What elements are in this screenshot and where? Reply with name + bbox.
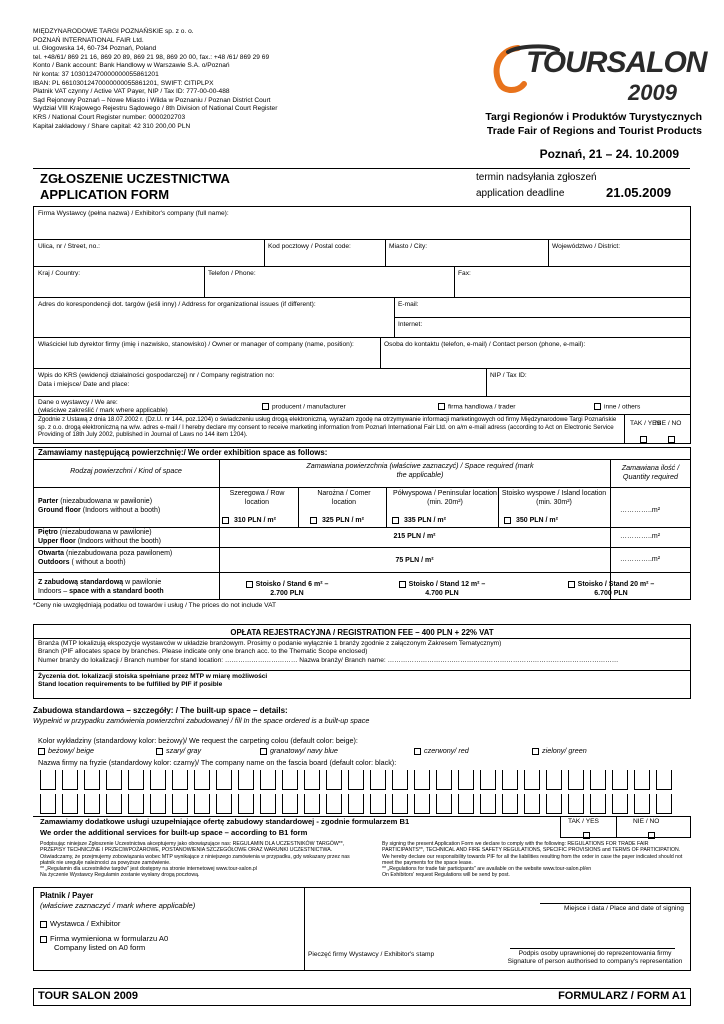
province-field[interactable]: Województwo / District: xyxy=(552,243,621,250)
stand-12-label: Stoisko / Stand 12 m² – xyxy=(408,581,486,588)
fascia-letter-box[interactable] xyxy=(370,770,386,790)
branch-line-2: Branch (PIF allocates space by branches. Please indicate only one branch acc. to the Thematic Scope enclosed) xyxy=(38,648,368,655)
col-qty: Zamawiana ilość / Quantity required xyxy=(621,463,680,481)
fascia-letter-box[interactable] xyxy=(392,794,408,814)
payer-company-a0[interactable] xyxy=(40,934,168,952)
fascia-letter-box[interactable] xyxy=(238,794,254,814)
additional-line-2: We order the additional services for built-up space – according to B1 form xyxy=(40,828,308,837)
signature-label xyxy=(500,950,690,966)
nip-field[interactable]: NIP / Tax ID: xyxy=(490,372,527,379)
otwarta-pl2: (niezabudowana poza pawilonem) xyxy=(66,550,173,557)
row-pietro xyxy=(38,528,216,546)
carpet-navy[interactable] xyxy=(260,746,338,755)
company-line: Płatnik VAT czynny / Active VAT Payer, NIP / Tax ID: 777-00-00-488 xyxy=(33,88,230,96)
carpet-green-label: zielony/ green xyxy=(542,746,587,755)
additional-line-1: Zamawiamy dodatkowe usługi uzupełniające ofertę zabudowy standardowej - zgodnie formularzem B1 xyxy=(40,817,410,826)
price-350-label: 350 PLN / m² xyxy=(515,517,558,524)
fascia-letter-box[interactable] xyxy=(282,770,298,790)
other-option[interactable] xyxy=(594,403,640,411)
legal-pl xyxy=(40,841,350,879)
toursalon-logo xyxy=(488,40,707,110)
company-line: Nr konta: 37 103012470000000055861201 xyxy=(33,70,159,78)
stand-20-label: Stoisko / Stand 20 m² – xyxy=(577,581,655,588)
fascia-letter-box[interactable] xyxy=(62,794,78,814)
island-location-label: Stoisko wyspowe / Island location (min. 30m²) xyxy=(501,490,607,506)
fascia-letter-box[interactable] xyxy=(546,794,562,814)
fascia-letter-box[interactable] xyxy=(590,770,606,790)
price-325[interactable] xyxy=(310,516,364,525)
price-325-label: 325 PLN / m² xyxy=(321,517,364,524)
trader-option[interactable] xyxy=(438,403,515,411)
form-title-pl: ZGŁOSZENIE UCZESTNICTWA xyxy=(40,171,230,186)
fascia-letter-box[interactable] xyxy=(568,770,584,790)
fascia-letter-box[interactable] xyxy=(40,770,56,790)
payer-sub: (właściwe zaznaczyć / mark where applicable) xyxy=(40,901,196,910)
fascia-letter-box[interactable] xyxy=(194,794,210,814)
otwarta-en2: ( without a booth) xyxy=(71,559,126,566)
fascia-letter-box[interactable] xyxy=(128,794,144,814)
fascia-letter-box[interactable] xyxy=(128,770,144,790)
pietro-en: Upper floor xyxy=(38,538,76,545)
legal-pl-text: Podpisując niniejsze Zgłoszenie Uczestnictwa akceptujemy jako obowiązujące nas: REGULAMIN DLA UCZESTNIKÓW TARGÓW**, PRZEPISY TECHNICZNE I PRZECIWPOŻAROWE, POSTANOWIENIA SZCZEGÓŁOWE ORAZ WARUNKI UCZESTNICTWA. Oświadczamy, że przejmujemy zobowiązania wobec MTP wynikające z niniejszego zamówienia w przypadku, gdy wskazany przez nas płatnik nie uregulje należności za powyższe zamówienie. xyxy=(40,841,350,866)
fascia-letter-box[interactable] xyxy=(524,770,540,790)
fascia-letter-box[interactable] xyxy=(502,794,518,814)
company-line: Konto / Bank account: Bank Handlowy w Warszawie S.A. o/Poznań xyxy=(33,62,230,70)
logo-year: 2009 xyxy=(628,80,677,105)
carpet-beige-label: beżowy/ beige xyxy=(48,746,94,755)
logo-word: TOURSALON xyxy=(526,46,707,79)
payer-exhibitor[interactable] xyxy=(40,919,120,928)
payer-company-a0-en: Company listed on A0 form xyxy=(54,943,146,952)
stand-6-label: Stoisko / Stand 6 m² – xyxy=(255,581,329,588)
we-are-label: Dane o wystawcy / We are: xyxy=(38,399,118,406)
fascia-letter-box[interactable] xyxy=(260,794,276,814)
fascia-letter-box[interactable] xyxy=(568,794,584,814)
fascia-letter-box[interactable] xyxy=(84,770,100,790)
stand-6[interactable] xyxy=(222,580,352,598)
qty-otwarta[interactable]: …………..m² xyxy=(620,556,661,563)
fascia-letter-box[interactable] xyxy=(304,770,320,790)
fascia-letter-box[interactable] xyxy=(502,770,518,790)
parter-pl: Parter xyxy=(38,498,59,505)
fascia-letter-box[interactable] xyxy=(656,770,672,790)
fair-name-pl: Targi Regionów i Produktów Turystycznych xyxy=(485,111,702,123)
fascia-row[interactable] xyxy=(40,770,690,790)
zab-pl: Z zabudową standardową xyxy=(38,579,124,586)
internet-field[interactable]: Internet: xyxy=(398,321,423,328)
stamp-label: Pieczęć firmy Wystawcy / Exhibitor's stamp xyxy=(308,951,435,958)
fascia-letter-box[interactable] xyxy=(480,770,496,790)
deadline-pl: termin nadsyłania zgłoszeń xyxy=(476,172,597,183)
signature-pl: Podpis osoby uprawnionej do reprezentowania firmy xyxy=(518,950,672,957)
country-field[interactable]: Kraj / Country: xyxy=(38,270,81,277)
postal-field[interactable]: Kod pocztowy / Postal code: xyxy=(268,243,351,250)
stand-12[interactable] xyxy=(372,580,512,598)
company-line: Kapitał zakładowy / Share capital: 42 310 200,00 PLN xyxy=(33,122,191,130)
payer-title: Płatnik / Payer xyxy=(40,891,94,900)
otwarta-en: Outdoors xyxy=(38,559,70,566)
carpet-gray[interactable] xyxy=(156,746,201,755)
producer-label: producent / manufacturer xyxy=(272,403,346,411)
fascia-letter-box[interactable] xyxy=(260,770,276,790)
place-date-label: Miejsce i data / Place and date of signing xyxy=(564,905,684,912)
price-335-label: 335 PLN / m² xyxy=(403,517,446,524)
fascia-letter-box[interactable] xyxy=(436,794,452,814)
price-310[interactable] xyxy=(222,516,276,525)
consent-no-label: NIE / NO xyxy=(655,420,682,427)
fascia-letter-box[interactable] xyxy=(216,770,232,790)
location-req-1: Życzenia dot. lokalizacji stoiska spełniane przez MTP w miarę możliwości xyxy=(38,673,268,680)
fascia-letter-box[interactable] xyxy=(150,770,166,790)
stand-20[interactable] xyxy=(536,580,686,598)
zab-en2: space with a standard booth xyxy=(69,588,164,595)
fascia-letter-box[interactable] xyxy=(612,770,628,790)
price-310-label: 310 PLN / m² xyxy=(233,517,276,524)
fax-field[interactable]: Fax: xyxy=(458,270,471,277)
stand-12-price: 4.700 PLN xyxy=(425,590,459,597)
additional-no-label: NIE / NO xyxy=(633,818,660,825)
carpet-red[interactable] xyxy=(414,746,469,755)
col-kind: Rodzaj powierzchni / Kind of space xyxy=(70,466,182,475)
producer-checkbox[interactable] xyxy=(262,403,269,410)
fascia-letter-box[interactable] xyxy=(216,794,232,814)
stand-6-price: 2.700 PLN xyxy=(270,590,304,597)
additional-yes-label: TAK / YES xyxy=(568,818,599,825)
fascia-letter-box[interactable] xyxy=(304,794,320,814)
col-required: Zamawiana powierzchnia (właściwe zaznaczyć) / Space required (mark the applicable) xyxy=(306,461,534,479)
qty-parter[interactable]: …………..m² xyxy=(620,507,661,514)
company-line: KRS / National Court Register number: 0000202703 xyxy=(33,113,186,121)
parter-en2: (Indoors without a booth) xyxy=(82,507,161,514)
footer-right: FORMULARZ / FORM A1 xyxy=(558,990,686,1002)
branch-number-field[interactable]: Numer branży do lokalizacji / Branch number for stand location: …………………………… Nazwa branży/ Branch name: …………………………………………………………………………………………… xyxy=(38,657,619,664)
fascia-letter-box[interactable] xyxy=(656,794,672,814)
carpet-gray-label: szary/ gray xyxy=(166,746,202,755)
fascia-letter-box[interactable] xyxy=(326,770,342,790)
form-title-en: APPLICATION FORM xyxy=(40,187,170,202)
fascia-row[interactable] xyxy=(40,794,690,814)
phone-field[interactable]: Telefon / Phone: xyxy=(208,270,256,277)
trader-checkbox[interactable] xyxy=(438,403,445,410)
fascia-letter-box[interactable] xyxy=(414,770,430,790)
city-field[interactable]: Miasto / City: xyxy=(389,243,428,250)
payer-exhibitor-label: Wystawca / Exhibitor xyxy=(50,919,121,928)
owner-field[interactable]: Właściciel lub dyrektor firmy (imię i nazwisko, stanowisko) / Owner or manager of company (name, position): xyxy=(38,341,354,348)
branch-line-1: Branża (MTP lokalizują ekspozycje wystawców w układzie branżowym. Prosimy o podanie wyłącznie 1 branży zgodnie z załączonym Zakresem Tematycznym) xyxy=(38,640,502,647)
fee-title: OPŁATA REJESTRACYJNA / REGISTRATION FEE – 400 PLN + 22% VAT xyxy=(230,628,494,637)
parter-en: Ground floor xyxy=(38,507,81,514)
fascia-letter-box[interactable] xyxy=(458,770,474,790)
fascia-letter-box[interactable] xyxy=(546,770,562,790)
stand-20-price: 6.700 PLN xyxy=(594,590,628,597)
fascia-letter-box[interactable] xyxy=(172,770,188,790)
company-info xyxy=(33,28,363,131)
fascia-letter-box[interactable] xyxy=(458,794,474,814)
fascia-letter-box[interactable] xyxy=(634,794,650,814)
footer-left: TOUR SALON 2009 xyxy=(38,990,139,1002)
peninsular-location-label: Półwyspowa / Peninsular location (min. 20m²) xyxy=(393,490,497,506)
carpet-navy-label: granatowy/ navy blue xyxy=(270,746,338,755)
legal-en-note: ** „Regulations for trade fair participants" are available on the website www.tour-salon.pl/en xyxy=(382,866,592,873)
contact-person-field[interactable]: Osoba do kontaktu (telefon, e-mail) / Contact person (phone, e-mail): xyxy=(384,341,586,348)
email-field[interactable]: E-mail: xyxy=(398,301,419,308)
fascia-letter-box[interactable] xyxy=(348,794,364,814)
payer-company-a0-label: Firma wymieniona w formularzu A0 xyxy=(50,934,169,943)
fair-dates: Poznań, 21 – 24. 10.2009 xyxy=(539,147,679,161)
fascia-letter-box[interactable] xyxy=(414,794,430,814)
other-label: inne / others xyxy=(604,403,641,411)
location-req-2: Stand location requirements to be fulfilled by PIF if posible xyxy=(38,681,223,688)
row-otwarta xyxy=(38,549,216,567)
producer-option[interactable] xyxy=(262,403,346,411)
vat-note: *Ceny nie uwzględniają podatku od towarów i usług / The prices do not include VAT xyxy=(33,602,277,609)
fair-name-en: Trade Fair of Regions and Tourist Products xyxy=(486,125,702,137)
krs-field[interactable]: Wpis do KRS (ewidencji działalności gospodarczej) nr / Company registration no: xyxy=(38,372,275,379)
row-parter xyxy=(38,497,216,515)
fascia-letter-box[interactable] xyxy=(282,794,298,814)
price-350[interactable] xyxy=(504,516,558,525)
company-line: Wydział VIII Krajowego Rejestru Sądowego / 8th Division of National Court Register xyxy=(33,105,278,113)
trader-label: firma handlowa / trader xyxy=(448,403,516,411)
fascia-letter-box[interactable] xyxy=(194,770,210,790)
zab-en1: Indoors – xyxy=(38,588,68,595)
fascia-letter-box[interactable] xyxy=(172,794,188,814)
fascia-letter-box[interactable] xyxy=(106,770,122,790)
fascia-label: Nazwa firmy na fryzie (standardowy kolor: czarny)/ The company name on the fascia board (default color: black): xyxy=(38,758,397,767)
fascia-letter-box[interactable] xyxy=(370,794,386,814)
carpet-red-label: czerwony/ red xyxy=(424,746,469,755)
corner-location-label: Narożna / Comer location xyxy=(317,490,371,506)
fascia-letter-box[interactable] xyxy=(392,770,408,790)
correspondence-address-field[interactable]: Adres do korespondencji dot. targów (jeśli inny) / Address for organizational issues (if different): xyxy=(38,301,316,308)
company-line: MIĘDZYNARODOWE TARGI POZNAŃSKIE sp. z o. o. xyxy=(33,28,194,35)
fascia-letter-box[interactable] xyxy=(590,794,606,814)
company-line: POZNAŃ INTERNATIONAL FAIR Ltd. xyxy=(33,36,144,44)
pietro-pl: Piętro xyxy=(38,529,58,536)
otwarta-pl: Otwarta xyxy=(38,550,65,557)
company-line: Sąd Rejonowy Poznań – Nowe Miasto i Wilda w Poznaniu / Poznan District Court xyxy=(33,96,271,104)
company-line: tel. +48/61/ 869 21 16, 869 20 89, 869 21 98, 869 20 00, fax.: +48 /61/ 869 29 69 xyxy=(33,53,270,61)
krs-place-field[interactable]: Data i miejsce/ Date and place: xyxy=(38,381,130,388)
fascia-letter-box[interactable] xyxy=(106,794,122,814)
row-zabudowa xyxy=(38,578,216,596)
legal-en xyxy=(382,841,684,879)
fascia-letter-box[interactable] xyxy=(40,794,56,814)
fascia-letter-box[interactable] xyxy=(84,794,100,814)
other-checkbox[interactable] xyxy=(594,403,601,410)
builtup-title: Zabudowa standardowa – szczegóły: / The built-up space – details: xyxy=(33,706,288,715)
fascia-letter-box[interactable] xyxy=(524,794,540,814)
carpet-green[interactable] xyxy=(532,746,587,755)
fascia-letter-box[interactable] xyxy=(634,770,650,790)
fascia-letter-box[interactable] xyxy=(348,770,364,790)
zab-pl2: w pawilonie xyxy=(125,579,162,586)
street-field[interactable]: Ulica, nr / Street, no.: xyxy=(38,243,100,250)
company-line: ul. Głogowska 14, 60-734 Poznań, Poland xyxy=(33,45,157,53)
price-335[interactable] xyxy=(392,516,446,525)
legal-en-note2: On Exhibitors' request Regulations will be send by post. xyxy=(382,872,510,879)
legal-pl-note: ** „Regulamin dla uczestników targów" jest dostępny na stronie internetowej www.tour-salon.pl xyxy=(40,866,257,873)
builtup-sub: Wypełnić w przypadku zamówienia powierzchni zabudowanej / fill In the space ordered is a built-up space xyxy=(33,716,370,725)
company-line: IBAN: PL 66103012470000000055861201, SWIFT: CITIPLPX xyxy=(33,79,214,87)
fascia-letter-box[interactable] xyxy=(436,770,452,790)
fascia-letter-box[interactable] xyxy=(62,770,78,790)
price-75: 75 PLN / m² xyxy=(395,557,434,564)
consent-text: Zgodnie z Ustawą z dnia 18.07.2002 r. (Dz.U. nr 144, poz.1204) o świadczeniu usług drogą elektroniczną, wyrażam zgodę na otrzymywanie informacji marketingowych od firmy Międzynarodowe Targi Poznańskie sp. z o.o. drogą elektroniczną na w/w. adres e-mail / I hereby declare my consent to receive marketing information from Poznań International Fair Ltd. on a/m e-mail adress (according to Act on Electronic Service Providing of 18th July 2002, published in Journal of Laws no 144 item 1204). xyxy=(38,416,617,438)
carpet-label: Kolor wykładziny (standardowy kolor: beżowy)/ We request the carpeting colou (default color: beige): xyxy=(38,736,358,745)
carpet-beige[interactable] xyxy=(38,746,94,755)
space-heading: Zamawiamy następującą powierzchnię:/ We order exhibition space as follows: xyxy=(38,448,328,457)
signature-en: Signature of person authorised to company's representation xyxy=(507,958,683,965)
company-name-field[interactable]: Firma Wystawcy (pełna nazwa) / Exhibitor's company (full name): xyxy=(38,210,229,217)
consent-yes-label: TAK / YES xyxy=(630,420,661,427)
fascia-letter-box[interactable] xyxy=(150,794,166,814)
deadline-en: application deadline xyxy=(476,188,565,199)
qty-pietro[interactable]: …………..m² xyxy=(620,533,661,540)
we-are-hint: (właściwe zakreślić / mark where applicable) xyxy=(38,407,168,414)
fascia-letter-box[interactable] xyxy=(326,794,342,814)
pietro-en2: (Indoors without the booth) xyxy=(77,538,161,545)
row-location-label: Szeregowa / Row location xyxy=(229,490,285,506)
parter-pl2: (niezabudowana w pawilonie) xyxy=(60,498,153,505)
fascia-letter-box[interactable] xyxy=(612,794,628,814)
deadline-date: 21.05.2009 xyxy=(606,185,672,200)
legal-en-text: By signing the present Application Form we declare to comply with the following: REGULATIONS FOR TRADE FAIR PARTICIPANTS**, TECHNICAL AND FIRE SAFETY REGULATIONS, SPECIFIC PROVISIONS and TERMS OF PARTICIPATION. We hereby declare our responsibility towards PIF for all the liabilities resulting from the order in case the payer indicated should not meet the payments for the space lease. xyxy=(382,841,683,866)
pietro-pl2: (niezabudowana w pawilonie) xyxy=(59,529,152,536)
fascia-letter-box[interactable] xyxy=(480,794,496,814)
legal-pl-note2: Na życzenie Wystawcy Regulamin zostanie wysłany drogą pocztową. xyxy=(40,872,200,879)
fascia-letter-box[interactable] xyxy=(238,770,254,790)
price-215: 215 PLN / m² xyxy=(393,533,436,540)
